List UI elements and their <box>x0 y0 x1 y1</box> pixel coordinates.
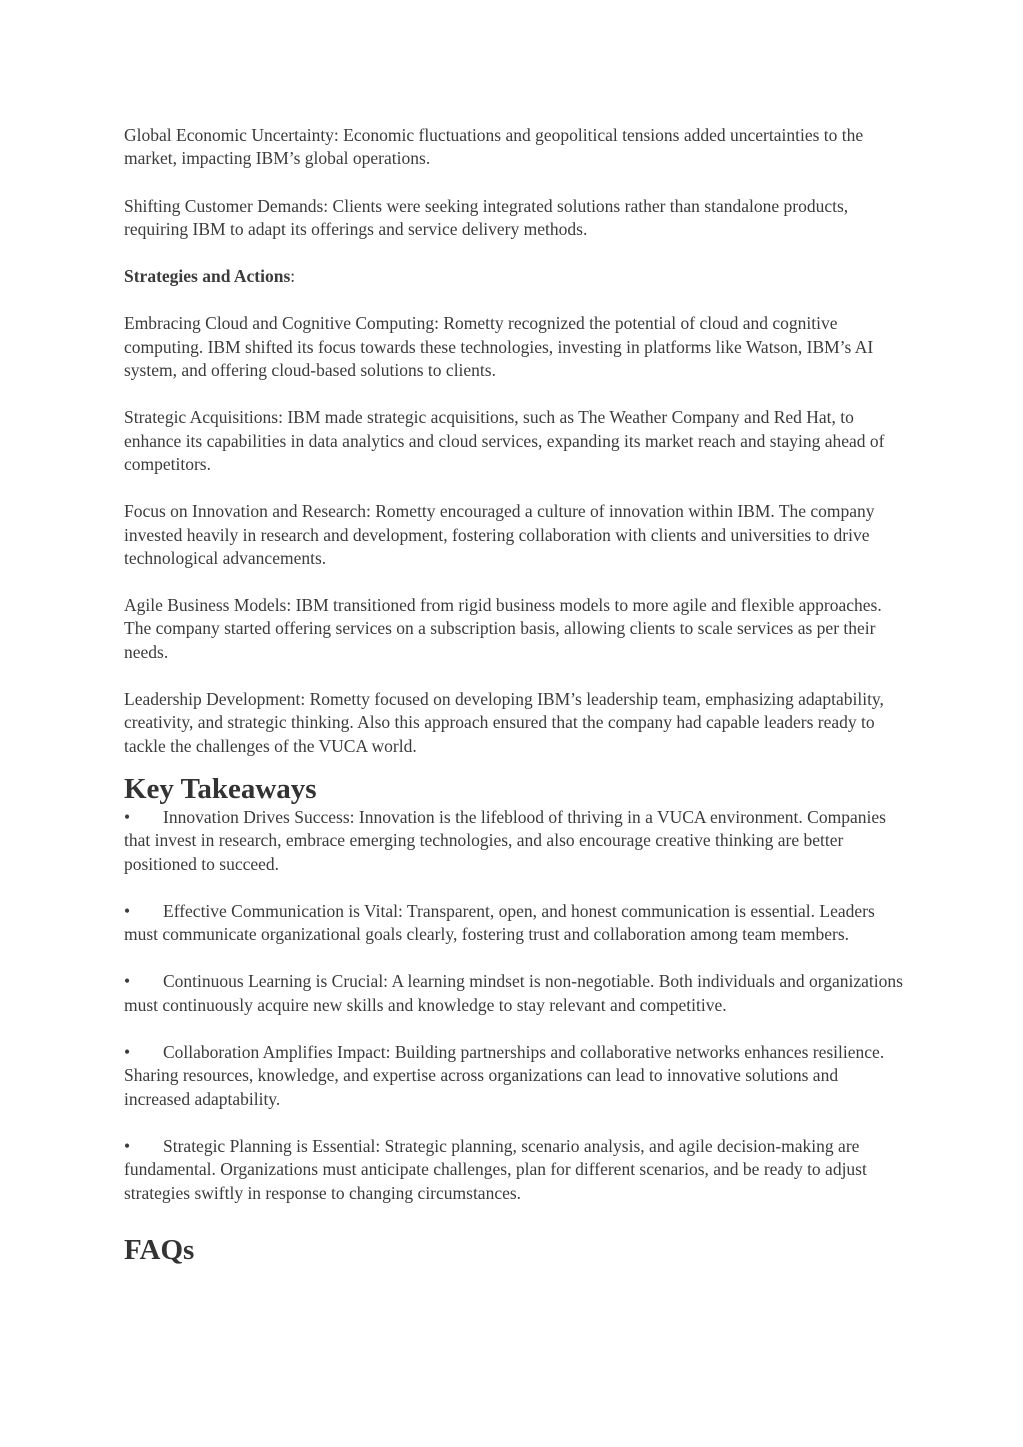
paragraph-innovation-research: Focus on Innovation and Research: Rometty encouraged a culture of innovation within IBM. The company invested heavily in research and development, fostering collaboration with clients and universities to drive technological advancements. <box>124 501 875 568</box>
paragraph-global-economic-uncertainty: Global Economic Uncertainty: Economic fluctuations and geopolitical tensions added uncertainties to the market, impacting IBM’s global operations. <box>124 125 864 169</box>
takeaway-text: Strategic Planning is Essential: Strategic planning, scenario analysis, and agile decision-making are fundamental. Organizations must anticipate challenges, plan for different scenarios, and be ready to adjust strategies swiftly in response to changing circumstances. <box>124 1135 867 1203</box>
takeaway-list-item <box>124 1135 904 1205</box>
paragraph-strategic-acquisitions: Strategic Acquisitions: IBM made strategic acquisitions, such as The Weather Company and Red Hat, to enhance its capabilities in data analytics and cloud services, expanding its market reach and staying ahead of competitors. <box>124 407 885 474</box>
paragraph-agile-business-models: Agile Business Models: IBM transitioned from rigid business models to more agile and flexible approaches. The company started offering services on a subscription basis, allowing clients to scale services as per their needs. <box>124 595 882 662</box>
takeaway-list-item <box>124 900 904 947</box>
bullet-marker: • <box>124 1135 131 1156</box>
bullet-marker: • <box>124 971 131 992</box>
takeaway-list-item <box>124 970 904 1017</box>
takeaway-text: Continuous Learning is Crucial: A learning mindset is non-negotiable. Both individuals and organizations must continuously acquire new skills and knowledge to stay relevant and competitive. <box>124 971 903 1015</box>
faqs-heading: FAQs <box>124 1233 195 1266</box>
bullet-marker: • <box>124 1042 131 1063</box>
paragraph-cloud-cognitive: Embracing Cloud and Cognitive Computing: Rometty recognized the potential of cloud and cognitive computing. IBM shifted its focus towards these technologies, investing in platforms like Watson, IBM’s AI system, and offering cloud-based solutions to clients. <box>124 313 874 381</box>
strategies-heading-text: Strategies and Actions <box>124 266 291 287</box>
document-page <box>124 124 904 1267</box>
strategies-subheading <box>124 265 904 288</box>
key-takeaways-heading: Key Takeaways <box>124 772 317 805</box>
bullet-marker: • <box>124 806 131 827</box>
strategies-heading-colon: : <box>290 266 296 287</box>
takeaway-list-item <box>124 1041 904 1111</box>
takeaway-text: Effective Communication is Vital: Transparent, open, and honest communication is essential. Leaders must communicate organizational goals clearly, fostering trust and collaboration among team members. <box>124 900 875 945</box>
takeaway-text: Collaboration Amplifies Impact: Building partnerships and collaborative networks enhances resilience. Sharing resources, knowledge, and expertise across organizations can lead to innovative solutions and increased adaptability. <box>124 1042 885 1109</box>
paragraph-leadership-development: Leadership Development: Rometty focused on developing IBM’s leadership team, emphasizing adaptability, creativity, and strategic thinking. Also this approach ensured that the company had capable leaders ready to tackle the challenges of the VUCA world. <box>124 689 884 756</box>
takeaway-text: Innovation Drives Success: Innovation is the lifeblood of thriving in a VUCA environment. Companies that invest in research, embrace emerging technologies, and also encourage creative thinking are better positioned to succeed. <box>124 806 886 874</box>
takeaway-list-item <box>124 806 904 876</box>
paragraph-shifting-customer-demands: Shifting Customer Demands: Clients were seeking integrated solutions rather than standalone products, requiring IBM to adapt its offerings and service delivery methods. <box>124 195 849 239</box>
bullet-marker: • <box>124 900 131 921</box>
